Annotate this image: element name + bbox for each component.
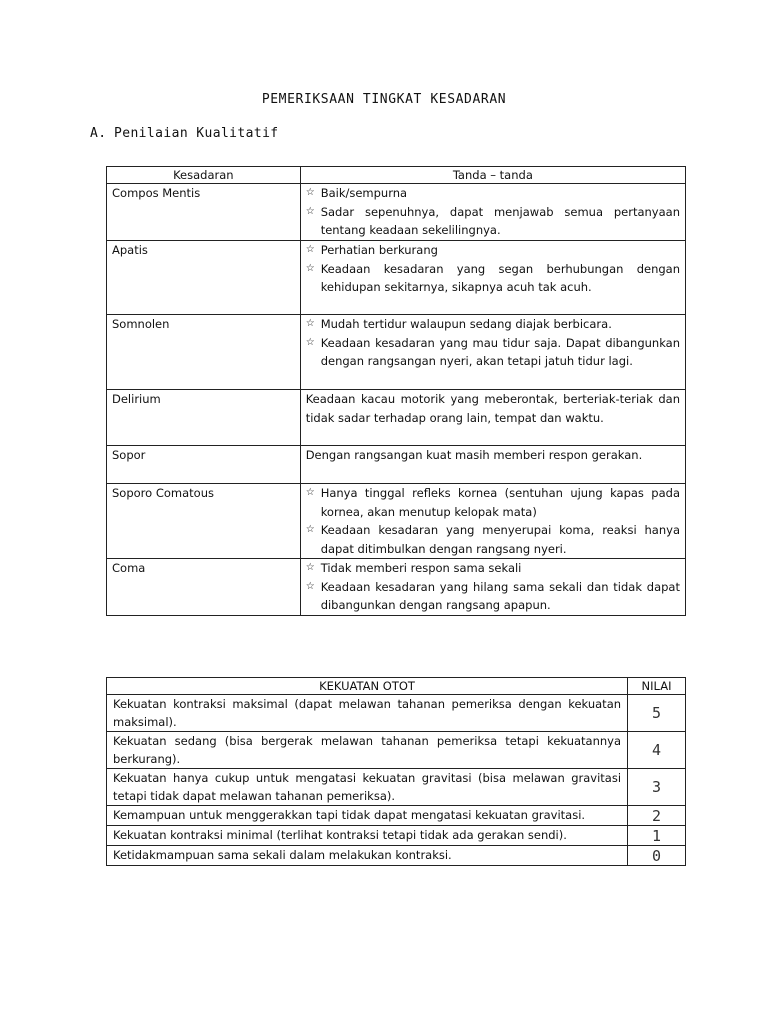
header-nilai: NILAI <box>628 678 686 695</box>
table-row <box>107 695 686 732</box>
list-item <box>306 315 680 334</box>
star-outline-icon: ☆ <box>305 318 315 329</box>
otot-value: 5 <box>628 695 686 732</box>
list-item <box>306 334 680 371</box>
otot-value: 4 <box>628 732 686 769</box>
signs-cell <box>300 241 685 315</box>
otot-value: 2 <box>628 806 686 826</box>
kesadaran-name: Soporo Comatous <box>107 484 301 559</box>
otot-description: Ketidakmampuan sama sekali dalam melakukan kontraksi. <box>107 846 628 866</box>
header-kesadaran: Kesadaran <box>107 167 301 184</box>
table-header-row <box>107 167 686 184</box>
kesadaran-table <box>106 166 686 616</box>
sign-text: Baik/sempurna <box>320 186 408 200</box>
table-row <box>107 484 686 559</box>
section-heading <box>90 126 279 141</box>
list-item <box>306 578 680 615</box>
sign-text: Keadaan kesadaran yang hilang sama sekali dan tidak dapat dibangunkan dengan rangsang apapun. <box>320 579 680 612</box>
star-outline-icon: ☆ <box>305 580 315 592</box>
list-item <box>306 241 680 260</box>
table-row <box>107 315 686 390</box>
table-row <box>107 732 686 769</box>
otot-description: Kekuatan hanya cukup untuk mengatasi kekuatan gravitasi (bisa melawan gravitasi tetapi tidak dapat melawan tahanan pemeriksa). <box>107 769 628 806</box>
table-row <box>107 806 686 826</box>
list-item <box>306 521 680 558</box>
list-item <box>306 260 680 297</box>
otot-value: 1 <box>628 826 686 846</box>
list-item <box>306 203 680 240</box>
sign-text: Keadaan kesadaran yang segan berhubungan dengan kehidupan sekitarnya, sikapnya acuh tak acuh. <box>320 261 680 294</box>
signs-cell <box>300 184 685 241</box>
table-row <box>107 846 686 866</box>
sign-text: Hanya tinggal refleks kornea (sentuhan ujung kapas pada kornea, akan menutup kelopak mata) <box>320 486 680 519</box>
sign-text: Tidak memberi respon sama sekali <box>320 561 522 575</box>
signs-cell <box>300 559 685 616</box>
section-title: Penilaian Kualitatif <box>114 126 279 141</box>
star-outline-icon: ☆ <box>305 187 315 198</box>
sign-text: Sadar sepenuhnya, dapat menjawab semua pertanyaan tentang keadaan sekelilingnya. <box>320 204 680 237</box>
kesadaran-name: Apatis <box>107 241 301 315</box>
list-item <box>306 559 680 578</box>
page-title: PEMERIKSAAN TINGKAT KESADARAN <box>261 92 507 107</box>
otot-description: Kekuatan sedang (bisa bergerak melawan tahanan pemeriksa tetapi kekuatannya berkurang). <box>107 732 628 769</box>
table-row <box>107 559 686 616</box>
kesadaran-name: Coma <box>107 559 301 616</box>
star-outline-icon: ☆ <box>305 562 315 573</box>
table-row <box>107 769 686 806</box>
sign-text: Keadaan kesadaran yang mau tidur saja. Dapat dibangunkan dengan rangsangan nyeri, akan tetapi jatuh tidur lagi. <box>320 335 680 368</box>
otot-description: Kekuatan kontraksi maksimal (dapat melawan tahanan pemeriksa dengan kekuatan maksimal). <box>107 695 628 732</box>
sign-text: Keadaan kesadaran yang menyerupai koma, reaksi hanya dapat ditimbulkan dengan rangsang nyeri. <box>320 523 680 556</box>
kesadaran-name: Compos Mentis <box>107 184 301 241</box>
sign-text: Perhatian berkurang <box>320 243 438 257</box>
table-row <box>107 241 686 315</box>
table-row <box>107 446 686 484</box>
sign-text: Mudah tertidur walaupun sedang diajak berbicara. <box>320 317 612 331</box>
star-outline-icon: ☆ <box>305 205 315 217</box>
star-outline-icon: ☆ <box>305 524 315 535</box>
otot-value: 3 <box>628 769 686 806</box>
star-outline-icon: ☆ <box>305 262 315 274</box>
list-item <box>306 484 680 521</box>
list-item <box>306 184 680 203</box>
kesadaran-name: Delirium <box>107 390 301 446</box>
table-row <box>107 826 686 846</box>
kesadaran-name: Somnolen <box>107 315 301 390</box>
otot-description: Kekuatan kontraksi minimal (terlihat kontraksi tetapi tidak ada gerakan sendi). <box>107 826 628 846</box>
header-tanda: Tanda – tanda <box>300 167 685 184</box>
signs-text: Dengan rangsangan kuat masih memberi respon gerakan. <box>300 446 685 484</box>
signs-text: Keadaan kacau motorik yang meberontak, berteriak-teriak dan tidak sadar terhadap orang lain, tempat dan waktu. <box>300 390 685 446</box>
otot-value: 0 <box>628 846 686 866</box>
otot-description: Kemampuan untuk menggerakkan tapi tidak dapat mengatasi kekuatan gravitasi. <box>107 806 628 826</box>
signs-cell <box>300 484 685 559</box>
star-outline-icon: ☆ <box>305 487 315 498</box>
star-outline-icon: ☆ <box>305 336 315 348</box>
header-kekuatan-otot: KEKUATAN OTOT <box>107 678 628 695</box>
star-outline-icon: ☆ <box>305 244 315 255</box>
kekuatan-otot-table <box>106 677 686 866</box>
table-row <box>107 184 686 241</box>
section-number: A. <box>90 126 107 141</box>
table-header-row <box>107 678 686 695</box>
signs-cell <box>300 315 685 390</box>
table-row <box>107 390 686 446</box>
kesadaran-name: Sopor <box>107 446 301 484</box>
